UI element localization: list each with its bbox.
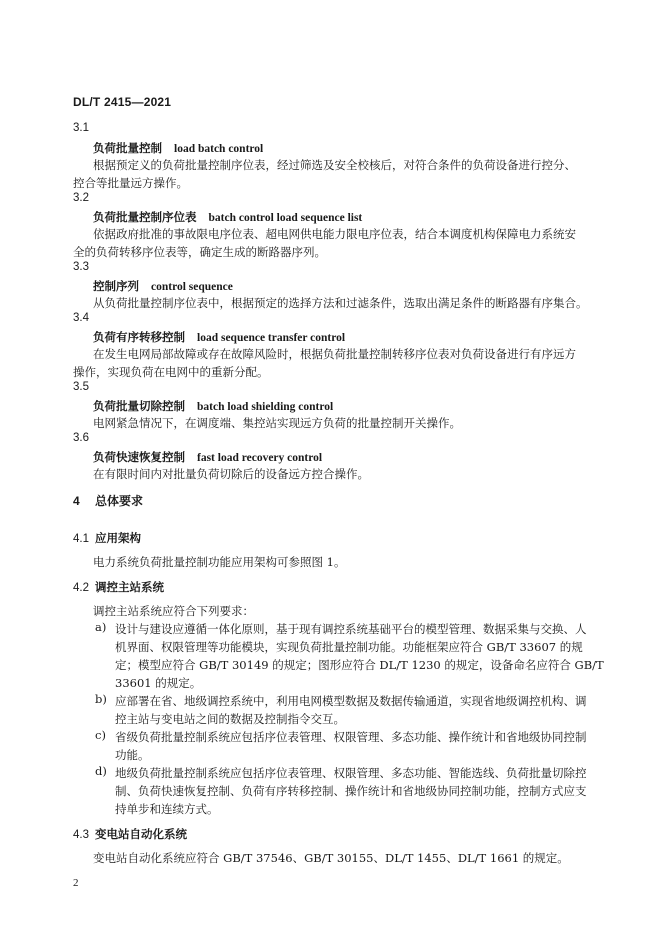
list-item-label: b) bbox=[95, 692, 107, 706]
paragraph: 变电站自动化系统应符合 GB/T 37546、GB/T 30155、DL/T 1455、DL/T 1661 的规定。 bbox=[93, 851, 569, 865]
term-title bbox=[93, 329, 345, 345]
standard-code: DL/T 2415—2021 bbox=[73, 95, 172, 109]
subsection-title: 调控主站系统 bbox=[95, 580, 164, 594]
subsection-title: 变电站自动化系统 bbox=[95, 827, 187, 841]
term-title-zh: 负荷有序转移控制 bbox=[93, 330, 185, 344]
term-definition-line: 控合等批量远方操作。 bbox=[73, 176, 188, 190]
term-definition-line: 在有限时间内对批量负荷切除后的设备远方控合操作。 bbox=[93, 467, 369, 481]
list-item-line: 制、负荷快速恢复控制、负荷有序转移控制、操作统计和省地级协同控制功能，控制方式应支 bbox=[115, 784, 587, 798]
term-title-en: batch control load sequence list bbox=[208, 212, 363, 224]
term-title bbox=[93, 449, 322, 465]
term-number: 3.1 bbox=[73, 122, 89, 134]
list-item-line: 33601 的规定。 bbox=[115, 676, 202, 690]
list-item-line: 设计与建设应遵循一体化原则，基于现有调控系统基础平台的模型管理、数据采集与交换、人 bbox=[115, 622, 587, 636]
list-item-line: 定；模型应符合 GB/T 30149 的规定；图形应符合 DL/T 1230 的规定，设备命名应符合 GB/T bbox=[115, 658, 604, 672]
term-title bbox=[93, 140, 263, 156]
term-title-zh: 负荷快速恢复控制 bbox=[93, 450, 185, 464]
term-definition-line: 在发生电网局部故障或存在故障风险时，根据负荷批量控制转移序位表对负荷设备进行有序远方 bbox=[93, 347, 576, 361]
subsection-title: 应用架构 bbox=[95, 531, 141, 545]
term-title-zh: 负荷批量切除控制 bbox=[93, 399, 185, 413]
paragraph: 调控主站系统应符合下列要求： bbox=[93, 604, 254, 618]
term-title-en: load batch control bbox=[174, 143, 264, 155]
list-item-label: d) bbox=[95, 764, 107, 778]
term-number: 3.3 bbox=[73, 261, 89, 273]
list-item-line: 机界面、权限管理等功能模块，实现负荷批量控制功能。功能框架应符合 GB/T 33607 的规 bbox=[115, 640, 583, 654]
page-number: 2 bbox=[73, 877, 79, 889]
term-number: 3.5 bbox=[73, 381, 89, 393]
term-definition-line: 从负荷批量控制序位表中，根据预定的选择方法和过滤条件，选取出满足条件的断路器有序集合。 bbox=[93, 296, 588, 310]
term-number: 3.2 bbox=[73, 192, 89, 204]
subsection-number: 4.3 bbox=[73, 829, 89, 841]
list-item-line: 持单步和连续方式。 bbox=[115, 802, 219, 816]
subsection-heading bbox=[73, 826, 187, 842]
list-item-label: a) bbox=[95, 620, 107, 634]
list-item-label: c) bbox=[95, 728, 106, 742]
term-title bbox=[93, 278, 233, 294]
term-title bbox=[93, 398, 333, 414]
term-definition-line: 依据政府批准的事故限电序位表、超电网供电能力限电序位表，结合本调度机构保障电力系统安 bbox=[93, 227, 576, 241]
paragraph: 电力系统负荷批量控制功能应用架构可参照图 1。 bbox=[93, 555, 346, 569]
term-title-en: control sequence bbox=[151, 281, 233, 293]
list-item-line: 功能。 bbox=[115, 748, 150, 762]
list-item-line: 地级负荷批量控制系统应包括序位表管理、权限管理、多态功能、智能选线、负荷批量切除控 bbox=[115, 766, 587, 780]
subsection-number: 4.2 bbox=[73, 582, 89, 594]
subsection-number: 4.1 bbox=[73, 533, 89, 545]
term-number: 3.6 bbox=[73, 432, 89, 444]
term-title-en: load sequence transfer control bbox=[197, 332, 346, 344]
section-heading bbox=[73, 492, 143, 509]
term-definition-line: 电网紧急情况下，在调度端、集控站实现远方负荷的批量控制开关操作。 bbox=[93, 416, 461, 430]
term-title-zh: 负荷批量控制 bbox=[93, 141, 162, 155]
list-item-line: 应部署在省、地级调控系统中，利用电网模型数据及数据传输通道，实现省地级调控机构、调 bbox=[115, 694, 587, 708]
term-title-zh: 控制序列 bbox=[93, 279, 139, 293]
subsection-heading bbox=[73, 579, 164, 595]
list-item-line: 省级负荷批量控制系统应包括序位表管理、权限管理、多态功能、操作统计和省地级协同控制 bbox=[115, 730, 587, 744]
term-number: 3.4 bbox=[73, 312, 89, 324]
subsection-heading bbox=[73, 530, 141, 546]
term-definition-line: 根据预定义的负荷批量控制序位表，经过筛选及安全校核后，对符合条件的负荷设备进行控分、 bbox=[93, 158, 576, 172]
term-title-en: fast load recovery control bbox=[197, 452, 323, 464]
section-number: 4 bbox=[73, 494, 80, 508]
term-title-zh: 负荷批量控制序位表 bbox=[93, 210, 197, 224]
section-title: 总体要求 bbox=[95, 494, 144, 508]
term-definition-line: 操作，实现负荷在电网中的重新分配。 bbox=[73, 365, 269, 379]
term-title-en: batch load shielding control bbox=[197, 401, 334, 413]
list-item-line: 控主站与变电站之间的数据及控制指令交互。 bbox=[115, 712, 345, 726]
term-definition-line: 全的负荷转移序位表等，确定生成的断路器序列。 bbox=[73, 245, 326, 259]
term-title bbox=[93, 209, 362, 225]
